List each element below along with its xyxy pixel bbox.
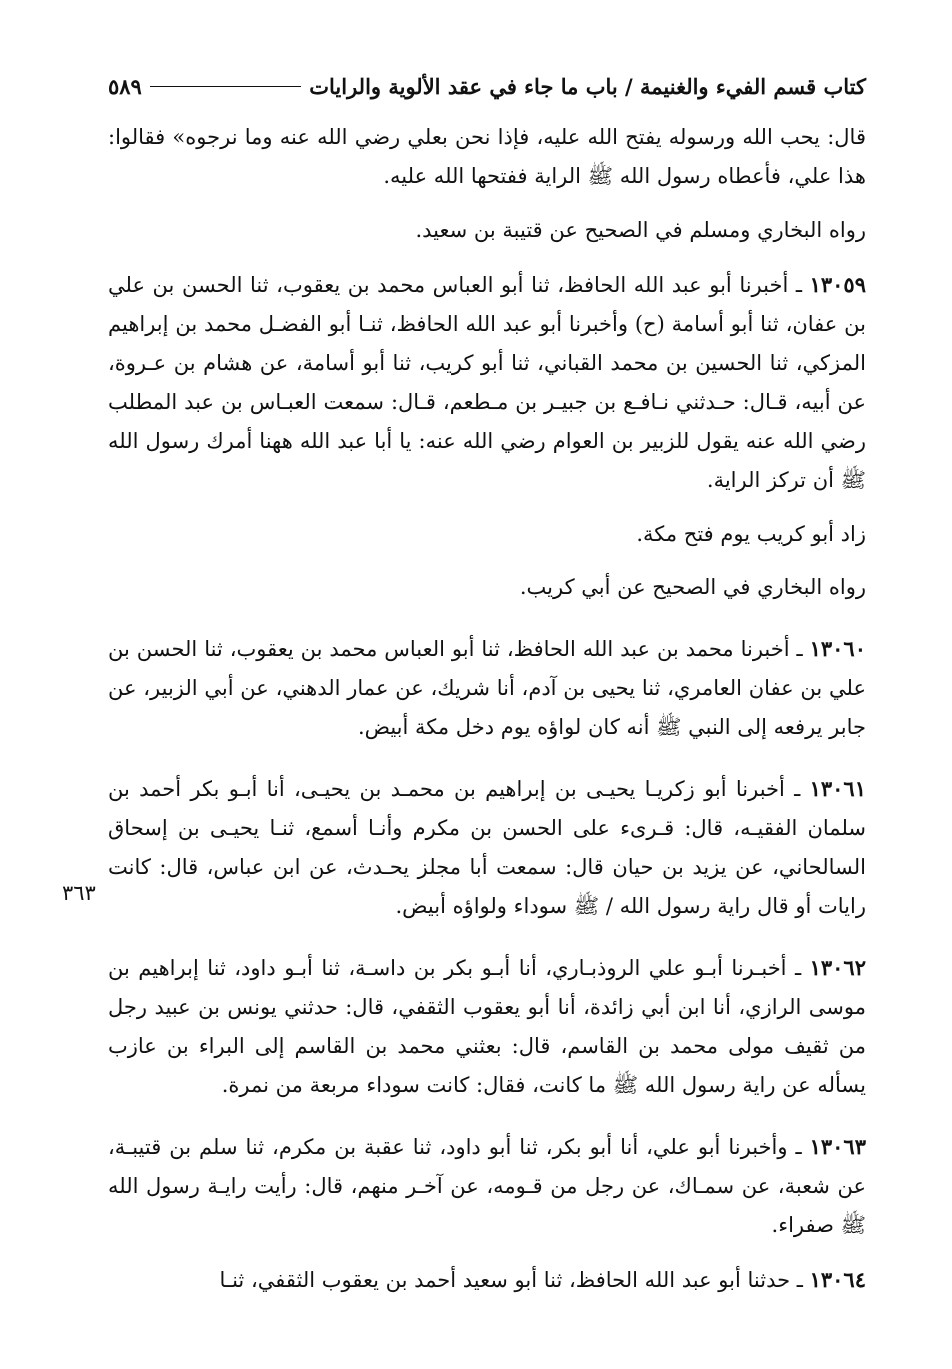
paragraph-4 <box>108 515 866 554</box>
hadith-number: ١٣٠٥٩ <box>809 272 866 297</box>
hadith-number: ١٣٠٦٢ <box>809 955 866 980</box>
hadith-13060 <box>108 629 866 747</box>
paragraph-1 <box>108 118 866 196</box>
margin-volume-page-number: ٣٦٣ <box>62 881 96 905</box>
hadith-number: ١٣٠٦٠ <box>809 636 866 661</box>
hadith-13063 <box>108 1127 866 1245</box>
running-header <box>108 66 866 106</box>
hadith-number: ١٣٠٦٤ <box>809 1267 866 1292</box>
page-number: ٥٨٩ <box>108 73 142 99</box>
paragraph-text: ـ وأخبرنا أبو علي، أنا أبو بكر، ثنا أبو داود، ثنا عقبة بن مكرم، ثنا سلم بن قتيبـة، عن شعبة، عن سمـاك، عن رجل من قـومه، عن آخـر منهم، قال: رأيت رايـة رسول الله ﷺ صفراء. <box>108 1135 866 1237</box>
hadith-number: ١٣٠٦٣ <box>809 1134 866 1159</box>
paragraph-text: ـ أخبرنا أبو زكريـا يحيـى بن إبراهيم بن محمـد بن يحيـى، أنا أبـو بكر أحمد بن سلمان الفقيـه، قال: قـرىء على الحسن بن مكرم وأنـا أسمع، ثنـا يحيـى بن إسحاق السالحاني، عن يزيد بن حيان قال: سمعت أبا مجلز يحـدث، عن ابن عباس، قال: كانت رايات أو قال راية رسول الله / ﷺ سوداء ولواؤه أبيض. <box>108 777 866 918</box>
hadith-number: ١٣٠٦١ <box>809 776 866 801</box>
paragraph-text: زاد أبو كريب يوم فتح مكة. <box>636 522 866 546</box>
paragraph-5 <box>108 568 866 607</box>
paragraph-text: ـ حدثنا أبو عبد الله الحافظ، ثنا أبو سعيد أحمد بن يعقوب الثقفي، ثنـا <box>219 1268 810 1292</box>
hadith-13059 <box>108 265 866 500</box>
paragraph-text: قال: يحب الله ورسوله يفتح الله عليه، فإذا نحن بعلي رضي الله عنه وما نرجوه» فقالوا: هذا علي، فأعطاه رسول الله ﷺ الراية ففتحها الله عليه. <box>108 125 866 188</box>
paragraph-text: ـ أخبرنا محمد بن عبد الله الحافظ، ثنا أبو العباس محمد بن يعقوب، ثنا الحسن بن علي بن عفان العامري، ثنا يحيى بن آدم، أنا شريك، عن عمار الدهني، عن أبي الزبير، عن جابر يرفعه إلى النبي ﷺ أنه كان لواؤه يوم دخل مكة أبيض. <box>108 637 866 739</box>
paragraph-text: ـ أخبرنا أبو عبد الله الحافظ، ثنا أبو العباس محمد بن يعقوب، ثنا الحسن بن علي بن عفان، ثنا أبو أسامة (ح) وأخبرنا أبو عبد الله الحافظ، ثنـا أبو الفضـل محمد بن إبراهيم المزكي، ثنا الحسين بن محمد القباني، ثنا أبو كريب، ثنا أبو أسامة، عن هشام بن عـروة، عن أبيه، قـال: حـدثني نـافـع بن جبيـر بن مـطعم، قـال: سمعت العبـاس بن عبد المطلب رضي الله عنه يقول للزبير بن العوام رضي الله عنه: يا أبا عبد الله ههنا أمرك رسول الله ﷺ أن تركز الراية. <box>108 273 866 492</box>
paragraph-text: رواه البخاري في الصحيح عن أبي كريب. <box>519 575 866 599</box>
hadith-13062 <box>108 948 866 1105</box>
paragraph-text: ـ أخبـرنا أبـو علي الروذبـاري، أنا أبـو بكر بن داسـة، ثنا أبـو داود، ثنا إبراهيم بن موسى الرازي، أنا ابن أبي زائدة، أنا أبو يعقوب الثقفي، قال: حدثني يونس بن عبيد رجل من ثقيف مولى محمد بن القاسم، قال: بعثني محمد بن القاسم إلى البراء بن عازب يسأله عن راية رسول الله ﷺ ما كانت، فقال: كانت سوداء مربعة من نمرة. <box>108 956 866 1097</box>
paragraph-text: رواه البخاري ومسلم في الصحيح عن قتيبة بن سعيد. <box>415 218 866 242</box>
hadith-13061 <box>108 769 866 926</box>
chapter-title: كتاب قسم الفيء والغنيمة / باب ما جاء في عقد الألوية والرايات <box>309 73 866 99</box>
header-rule <box>150 86 301 87</box>
page-body <box>108 118 866 1300</box>
paragraph-2 <box>108 211 866 250</box>
hadith-13064 <box>108 1260 866 1300</box>
